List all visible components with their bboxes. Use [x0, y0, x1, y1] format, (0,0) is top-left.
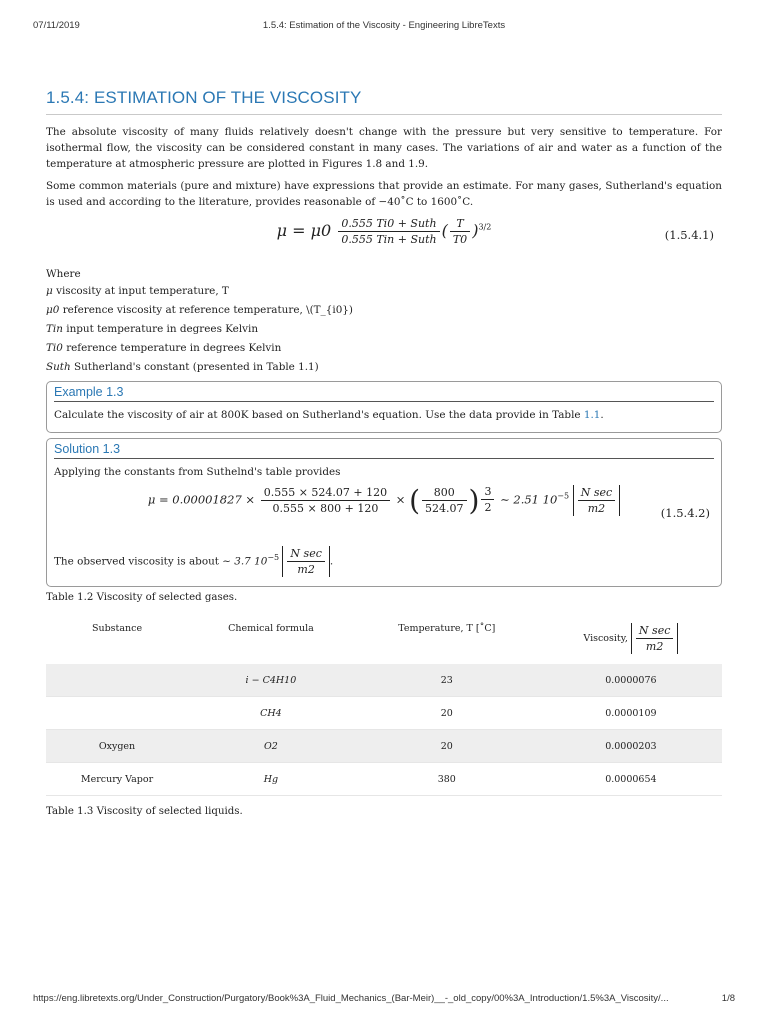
eq1-denominator: 0.555 Tin + Suth — [341, 233, 437, 246]
table-row: Mercury Vapor Hg 380 0.0000654 — [46, 763, 722, 796]
print-footer — [33, 993, 735, 1007]
table-1-2-caption: Table 1.2 Viscosity of selected gases. — [46, 592, 238, 603]
definition-item: Suth Sutherland's constant (presented in Table 1.1) — [46, 361, 319, 373]
col-formula: Chemical formula — [228, 623, 314, 634]
table-1-1-link[interactable]: 1.1 — [583, 409, 601, 421]
print-header — [33, 20, 735, 34]
definition-item: μ0 reference viscosity at reference temperature, \(T_{i0}) — [46, 304, 353, 316]
col-viscosity: Viscosity, $\frac{\text{N sec}}{m2}$ — [540, 609, 722, 664]
page-number: 1/8 — [721, 993, 735, 1004]
eq2-paren-fraction: $\frac{800}{524.07}$ — [422, 485, 467, 516]
intro-paragraph: The absolute viscosity of many fluids relatively doesn't change with the pressure but very sensitive to temperature. For isothermal flow, the viscosity can be considered constant in many cases. The variations of air and water as a function of the temperature at atmospheric pressure are plotted in Figures 1.8 and 1.9. — [46, 126, 722, 170]
eq1-temp-ratio — [450, 216, 470, 247]
definition-item: Ti0 reference temperature in degrees Kelvin — [46, 342, 282, 354]
definition-item: μ viscosity at input temperature, T — [46, 285, 229, 297]
eq2-unit: $\frac{\text{N sec}}{m2}$ — [573, 485, 620, 516]
table-row: i − C4H10 23 0.0000076 — [46, 664, 722, 697]
print-url: https://eng.libretexts.org/Under_Construction/Purgatory/Book%3A_Fluid_Mechanics_(Bar-Meir)__-_old_copy/00%3A_Introduction/1.5%3A_Viscosity/... — [33, 993, 669, 1004]
eq1-exponent: 3/2 — [478, 222, 492, 232]
equation-1-5-4-2: μ = 0.00001827 × $\frac{0.555 \times 524.07 + 120}{0.555 \times 800 + 120}$ × ( $\frac{800}{524.07}$ ) $\frac{3}{2}$ ∼ 2.51 $10^{-5}$ $\frac{\text{N sec}}{m2}$ (1.5.4.2) — [147, 484, 710, 520]
table-row: CH4 20 0.0000109 — [46, 697, 722, 730]
col-temperature: Temperature, T [˚C] — [398, 623, 496, 634]
page-title: 1.5.4: ESTIMATION OF THE VISCOSITY — [46, 88, 362, 107]
definition-item: Tin input temperature in degrees Kelvin — [46, 323, 259, 335]
eq1-temp-den: T0 — [452, 233, 468, 246]
eq2-lhs: μ = 0.00001827 × — [147, 492, 256, 507]
example-box — [46, 381, 722, 433]
print-date: 07/11/2019 — [33, 20, 80, 31]
table-header-row — [46, 609, 722, 664]
eq1-lhs: μ = μ0 — [276, 221, 332, 240]
example-title: Example 1.3 — [54, 385, 714, 402]
eq1-numerator: 0.555 Ti0 + Suth — [338, 216, 439, 232]
eq1-fraction — [338, 216, 439, 247]
solution-intro: Applying the constants from Suthelnd's table provides — [54, 466, 341, 478]
definitions-list — [46, 282, 722, 377]
print-title: 1.5.4: Estimation of the Viscosity - Engineering LibreTexts — [262, 20, 506, 31]
sutherland-paragraph: Some common materials (pure and mixture) have expressions that provide an estimate. For many gases, Sutherland's equation is used and according to the literature, provides reasonable of −40˚C to 1600˚C. — [46, 180, 722, 208]
page-content — [46, 88, 722, 823]
solution-box — [46, 438, 722, 587]
eq2-exponent: $\frac{3}{2}$ — [481, 484, 494, 515]
eq1-temp-num: T — [450, 216, 470, 232]
equation-1-5-4-1: μ = μ0 $\frac{\text{0.555 Ti0 + Suth}}{\text{0.555 Tin + Suth}}$ ( $\frac{T}{T0}$ )$^{3/2}$ (1.5.4.1) — [276, 217, 714, 246]
solution-title: Solution 1.3 — [54, 442, 714, 459]
gas-viscosity-table — [46, 609, 722, 796]
eq1-label: (1.5.4.1) — [664, 228, 714, 242]
example-text: Calculate the viscosity of air at 800K based on Sutherland's equation. Use the data provide in Table 1.1. — [54, 409, 604, 421]
table-1-3-caption: Table 1.3 Viscosity of selected liquids. — [46, 806, 243, 817]
table-row: Oxygen O2 20 0.0000203 — [46, 730, 722, 763]
observed-viscosity: The observed viscosity is about ∼ 3.7 $10^{-5}$ $\frac{\text{N sec}}{m2}$ . — [54, 547, 334, 576]
where-label: Where — [46, 268, 81, 280]
col-substance: Substance — [91, 623, 143, 634]
title-divider — [46, 114, 722, 115]
eq2-label: (1.5.4.2) — [660, 506, 710, 520]
eq2-times: × — [395, 492, 406, 507]
eq2-fraction: $\frac{0.555 \times 524.07 + 120}{0.555 \times 800 + 120}$ — [261, 485, 390, 516]
